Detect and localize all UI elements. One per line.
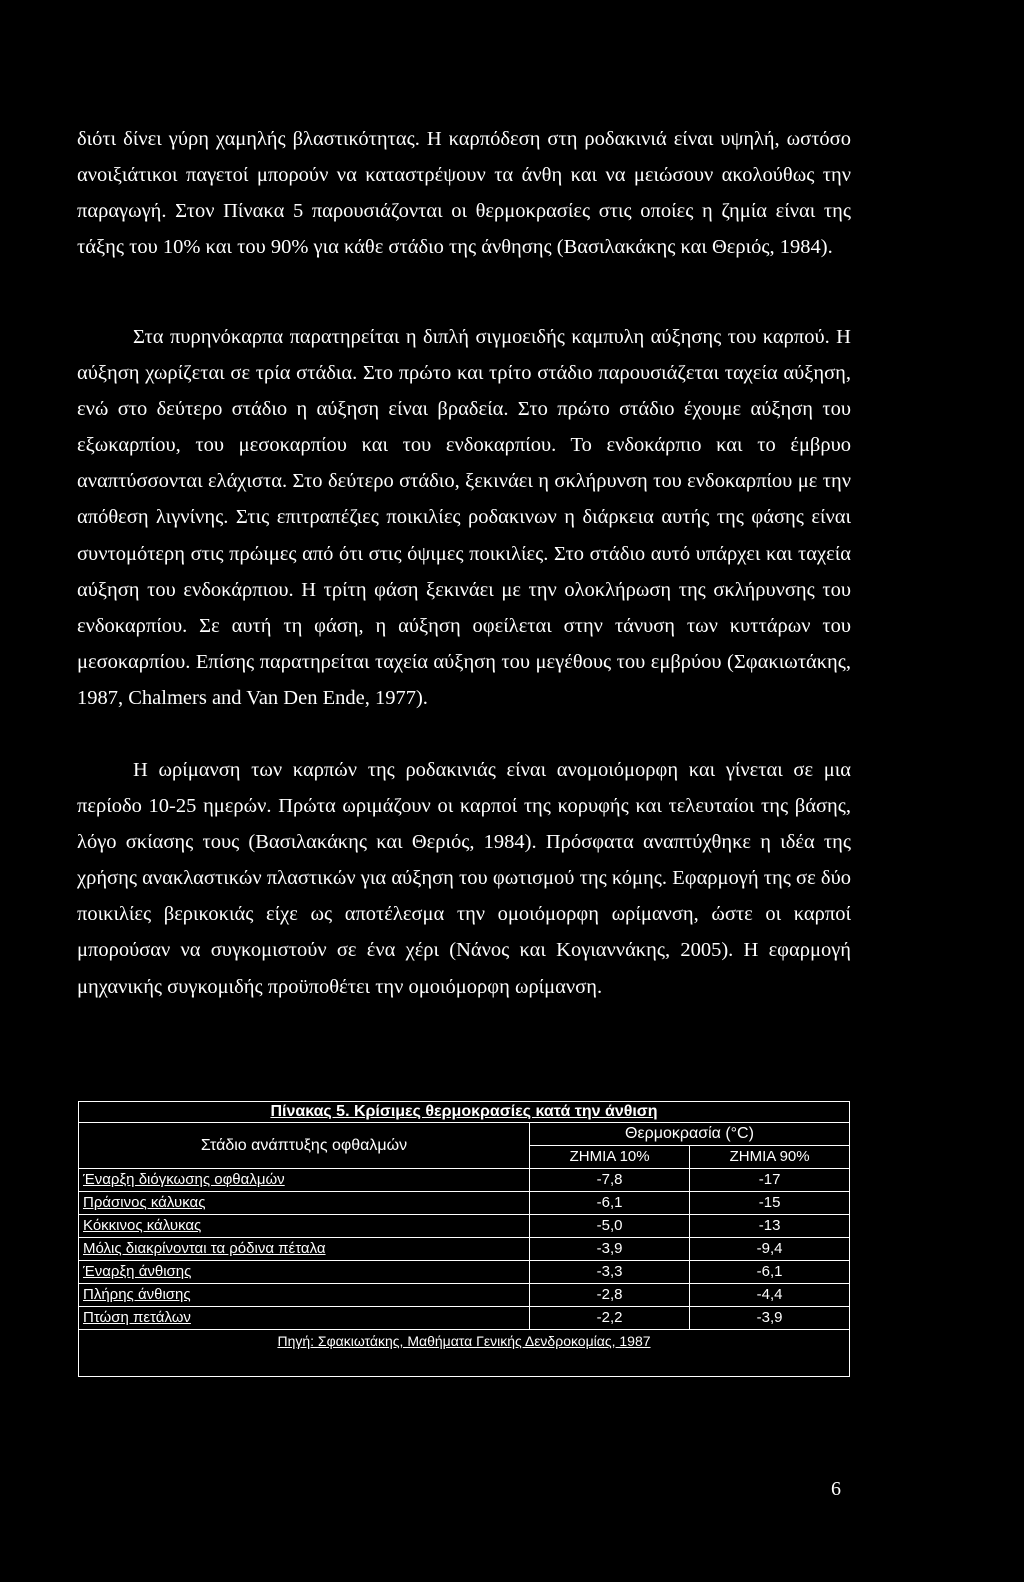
- damage-90-value: -3,9: [690, 1307, 849, 1330]
- stage-label: Πλήρης άνθισης: [83, 1286, 191, 1303]
- damage-90-value: -15: [690, 1192, 849, 1215]
- damage-10-value: -5,0: [530, 1215, 690, 1238]
- stage-label: Πτώση πετάλων: [83, 1309, 191, 1326]
- stage-label: Πράσινος κάλυκας: [83, 1194, 206, 1211]
- damage-10-value: -2,8: [530, 1284, 690, 1307]
- stage-label: Έναρξη άνθισης: [83, 1263, 192, 1280]
- paragraph-2: Στα πυρηνόκαρπα παρατηρείται η διπλή σιγμοειδής καμπυλη αύξησης του καρπού. Η αύξηση χωρίζεται σε τρία στάδια. Στο πρώτο και τρίτο στάδιο παρουσιάζεται ταχεία αύξηση, ενώ στο δεύτερο στάδιο η αύξηση είναι βραδεία. Στο πρώτο στάδιο έχουμε αύξηση του εξωκαρπίου, του μεσοκαρπίου και του ενδοκαρπίου. Το ενδοκάρπιο και το έμβρυο αναπτύσσονται ελάχιστα. Στο δεύτερο στάδιο, ξεκινάει η σκλήρυνση του ενδοκαρπίου με την απόθεση λιγνίνης. Στις επιτραπέζιες ποικιλίες ροδακινων η διάρκεια αυτής της φάσης είναι συντομότερη στις πρώιμες από ότι στις όψιμες ποικιλίες. Στο στάδιο αυτό υπάρχει και ταχεία αύξηση του ενδοκάρπιου. Η τρίτη φάση ξεκινάει με την ολοκλήρωση της σκλήρυνσης του ενδοκαρπίου. Σε αυτή τη φάση, η αύξηση οφείλεται στην τάνυση των κυττάρων του μεσοκαρπίου. Επίσης παρατηρείται ταχεία αύξηση του μεγέθους του εμβρύου (Σφακιωτάκης, 1987, Chalmers and Van Den Ende, 1977).: [77, 326, 851, 709]
- page-number: 6: [831, 1478, 841, 1500]
- table-row: [79, 1284, 849, 1307]
- table-row: [79, 1192, 849, 1215]
- paragraph-1: διότι δίνει γύρη χαμηλής βλαστικότητας. Η καρπόδεση στη ροδακινιά είναι υψηλή, ωστόσο ανοιξιάτικοι παγετοί μπορούν να καταστρέψουν τα άνθη και να μειώσουν ακολούθως την παραγωγή. Στον Πίνακα 5 παρουσιάζονται οι θερμοκρασίες στις οποίες η ζημία είναι της τάξης του 10% και του 90% για κάθε στάδιο της άνθησης (Βασιλακάκης και Θεριός, 1984).: [77, 128, 851, 259]
- table-row: [79, 1307, 849, 1330]
- table-grid: [79, 1122, 849, 1330]
- damage-10-value: -3,9: [530, 1238, 690, 1261]
- damage-10-header: ΖΗΜΙΑ 10%: [530, 1146, 690, 1169]
- damage-10-value: -7,8: [530, 1169, 690, 1192]
- table-title: Πίνακας 5. Κρίσιμες θερμοκρασίες κατά την άνθιση: [270, 1103, 658, 1120]
- damage-10-value: -3,3: [530, 1261, 690, 1284]
- table-row: [79, 1169, 849, 1192]
- table-row: [79, 1215, 849, 1238]
- damage-10-value: -6,1: [530, 1192, 690, 1215]
- damage-90-header: ΖΗΜΙΑ 90%: [690, 1146, 849, 1169]
- damage-90-value: -13: [690, 1215, 849, 1238]
- temperature-table: [78, 1101, 850, 1377]
- temperature-column-header: Θερμοκρασία (°C): [530, 1123, 850, 1146]
- stage-label: Κόκκινος κάλυκας: [83, 1217, 202, 1234]
- damage-10-value: -2,2: [530, 1307, 690, 1330]
- table-source-text: Πηγή: Σφακιωτάκης, Μαθήματα Γενικής Δενδροκομίας, 1987: [277, 1333, 651, 1349]
- damage-90-value: -4,4: [690, 1284, 849, 1307]
- damage-90-value: -9,4: [690, 1238, 849, 1261]
- damage-90-value: -17: [690, 1169, 849, 1192]
- stage-label: Έναρξη διόγκωσης οφθαλμών: [83, 1171, 285, 1188]
- damage-90-value: -6,1: [690, 1261, 849, 1284]
- table-source: [79, 1330, 849, 1352]
- table-row: [79, 1261, 849, 1284]
- stage-label: Μόλις διακρίνονται τα ρόδινα πέταλα: [83, 1240, 326, 1257]
- stage-column-header: Στάδιο ανάπτυξης οφθαλμών: [79, 1123, 530, 1169]
- paragraph-3: Η ωρίμανση των καρπών της ροδακινιάς είναι ανομοιόμορφη και γίνεται σε μια περίοδο 10-25 ημερών. Πρώτα ωριμάζουν οι καρποί της κορυφής και τελευταίοι της βάσης, λόγο σκίασης τους (Βασιλακάκης και Θεριός, 1984). Πρόσφατα αναπτύχθηκε η ιδέα της χρήσης ανακλαστικών πλαστικών για αύξηση του φωτισμού της κόμης. Εφαρμογή της σε δύο ποικιλίες βερικοκιάς είχε ως αποτέλεσμα την ομοιόμορφη ωρίμανση, ώστε οι καρποί μπορούσαν να συγκομιστούν σε ένα χέρι (Νάνος και Κογιαννάκης, 2005). Η εφαρμογή μηχανικής συγκομιδής προϋποθέτει την ομοιόμορφη ωρίμανση.: [77, 759, 851, 998]
- table-row: [79, 1238, 849, 1261]
